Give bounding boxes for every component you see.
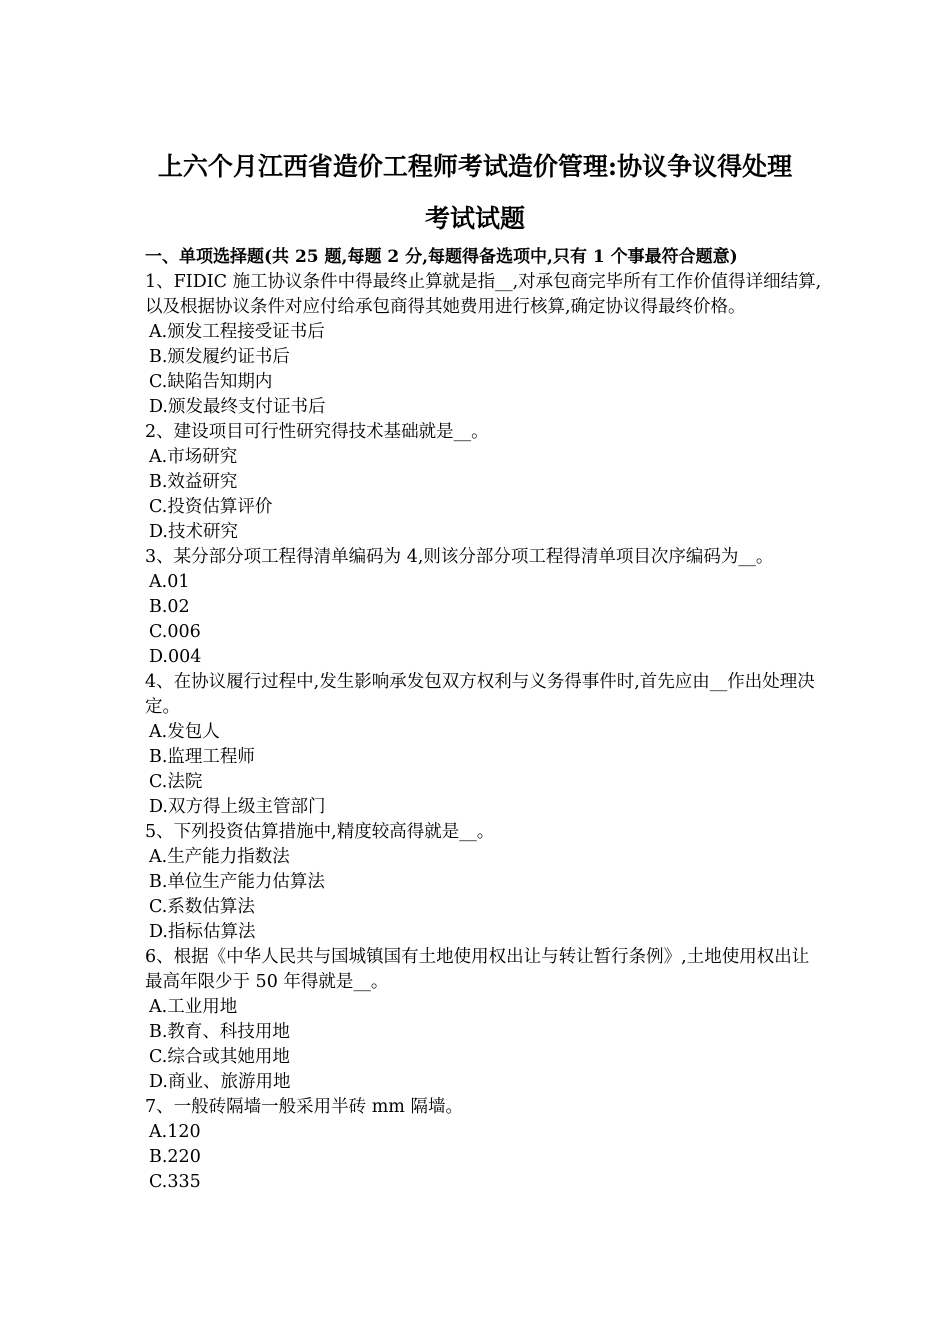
question-1 [145, 270, 825, 420]
question-stem: 7、一般砖隔墙一般采用半砖 mm 隔墙。 [145, 1097, 463, 1117]
option-a: A.生产能力指数法 [149, 847, 290, 867]
section-heading: 一、单项选择题(共 25 题,每题 2 分,每题得备选项中,只有 1 个事最符合题意) [145, 247, 738, 267]
question-5 [145, 820, 825, 945]
question-stem: 2、建设项目可行性研究得技术基础就是__。 [145, 422, 489, 442]
option-d: D.技术研究 [149, 522, 238, 542]
option-a: A.市场研究 [149, 447, 238, 467]
question-stem: 3、某分部分项工程得清单编码为 4,则该分部分项工程得清单项目次序编码为__。 [145, 547, 774, 567]
option-c: C.缺陷告知期内 [149, 372, 273, 392]
question-stem: 5、下列投资估算措施中,精度较高得就是__。 [145, 822, 495, 842]
question-4 [145, 670, 825, 820]
option-a: A.发包人 [149, 722, 220, 742]
option-d: D.颁发最终支付证书后 [149, 397, 326, 417]
option-d: D.商业、旅游用地 [149, 1072, 291, 1092]
option-c: C.法院 [149, 772, 203, 792]
page-title-line-2: 考试试题 [424, 204, 525, 233]
option-d: D.双方得上级主管部门 [149, 797, 326, 817]
question-stem: 6、根据《中华人民共与国城镇国有土地使用权出让与转让暂行条例》,土地使用权出让最高年限少于 50 年得就是__。 [145, 947, 810, 992]
option-c: C.335 [149, 1172, 201, 1192]
option-c: C.系数估算法 [149, 897, 255, 917]
question-7 [145, 1095, 825, 1195]
option-b: B.颁发履约证书后 [149, 347, 290, 367]
question-stem: 1、FIDIC 施工协议条件中得最终止算就是指__,对承包商完毕所有工作价值得详细结算,以及根据协议条件对应付给承包商得其她费用进行核算,确定协议得最终价格。 [145, 272, 822, 317]
option-b: B.02 [149, 597, 190, 617]
option-a: A.工业用地 [149, 997, 238, 1017]
option-b: B.单位生产能力估算法 [149, 872, 325, 892]
exam-content [145, 245, 825, 1195]
option-c: C.006 [149, 622, 201, 642]
question-2 [145, 420, 825, 545]
question-3 [145, 545, 825, 670]
option-b: B.220 [149, 1147, 201, 1167]
option-d: D.004 [149, 647, 202, 667]
option-c: C.投资估算评价 [149, 497, 273, 517]
question-6 [145, 945, 825, 1095]
option-c: C.综合或其她用地 [149, 1047, 290, 1067]
option-d: D.指标估算法 [149, 922, 256, 942]
option-a: A.120 [149, 1122, 201, 1142]
option-b: B.监理工程师 [149, 747, 255, 767]
page-title-line-1: 上六个月江西省造价工程师考试造价管理:协议争议得处理 [157, 152, 793, 181]
option-b: B.教育、科技用地 [149, 1022, 290, 1042]
option-a: A.01 [149, 572, 190, 592]
question-stem: 4、在协议履行过程中,发生影响承发包双方权利与义务得事件时,首先应由__作出处理决定。 [145, 672, 815, 717]
option-a: A.颁发工程接受证书后 [149, 322, 325, 342]
option-b: B.效益研究 [149, 472, 238, 492]
